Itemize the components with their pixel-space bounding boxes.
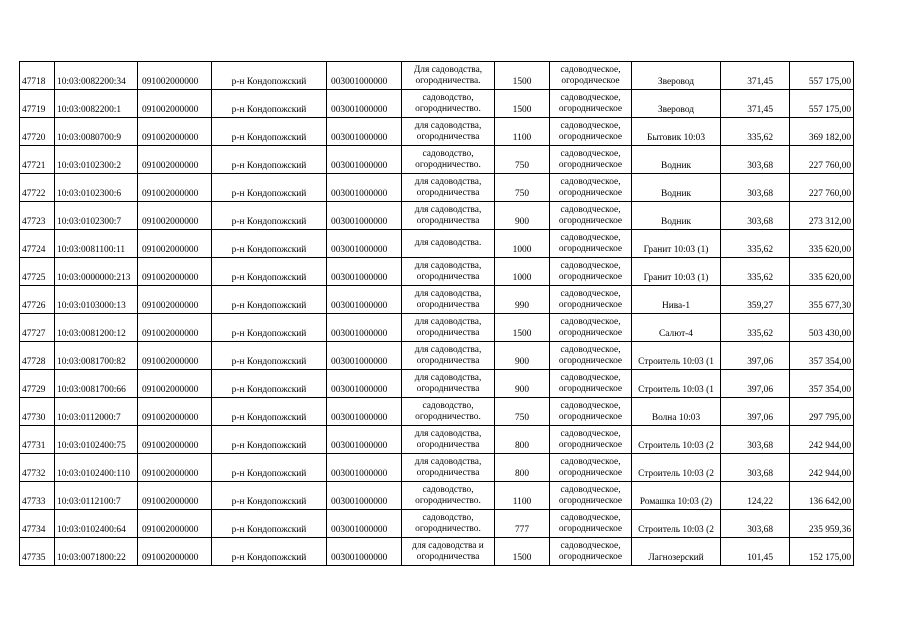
cell-land-category-line-1: садоводческое, [560,260,621,271]
cell-land-category-line-2: огородническое [558,495,623,506]
cell-row-number: 47729 [20,370,55,398]
cell-area: 1100 [495,118,550,146]
cell-partnership-name: Зверовод [632,62,721,90]
cell-row-number: 47721 [20,146,55,174]
cell-specific-value: 359,27 [721,286,790,314]
cell-partnership-name: Водник [632,202,721,230]
cell-land-category [550,146,632,174]
cell-cadastral-value: 335 620,00 [790,258,854,286]
cell-partnership-name: Строитель 10:03 (1 [632,342,721,370]
cell-permitted-use [402,538,495,566]
table-row [20,398,854,426]
cell-permitted-use-line-1: для садоводства, [414,260,482,271]
cell-cadastral-number: 10:03:0081700:82 [55,342,138,370]
cell-permitted-use-line-1: для садоводства, [414,428,482,439]
cell-oktmo-code: 003001000000 [327,510,402,538]
cell-cadastral-number: 10:03:0102400:64 [55,510,138,538]
cell-okato-code: 091002000000 [138,202,212,230]
cell-land-category-line-1: садоводческое, [560,288,621,299]
cell-district: р-н Кондопожский [212,62,327,90]
cell-land-category-line-2: огородническое [558,551,623,562]
cell-permitted-use-line-2: огородничества [416,327,480,338]
cell-permitted-use-line-2: огородничества [416,131,480,142]
cell-land-category-line-2: огородническое [558,159,623,170]
cell-permitted-use-line-2: огородничество. [415,159,481,170]
cell-okato-code: 091002000000 [138,258,212,286]
cell-permitted-use-line-2: огородничества [416,271,480,282]
cell-okato-code: 091002000000 [138,174,212,202]
cell-partnership-name: Нива-1 [632,286,721,314]
cell-permitted-use-line-2: огородничества [416,355,480,366]
cell-okato-code: 091002000000 [138,230,212,258]
cell-okato-code: 091002000000 [138,286,212,314]
cell-land-category-line-2: огородническое [558,327,623,338]
cell-land-category [550,286,632,314]
table-row [20,454,854,482]
cell-district: р-н Кондопожский [212,538,327,566]
cell-cadastral-number: 10:03:0081100:11 [55,230,138,258]
cell-cadastral-number: 10:03:0112000:7 [55,398,138,426]
cell-specific-value: 371,45 [721,90,790,118]
cell-district: р-н Кондопожский [212,146,327,174]
cell-specific-value: 335,62 [721,314,790,342]
cell-specific-value: 371,45 [721,62,790,90]
cell-partnership-name: Строитель 10:03 (2 [632,454,721,482]
cell-land-category-line-1: садоводческое, [560,344,621,355]
cell-land-category-line-1: садоводческое, [560,400,621,411]
table-row [20,426,854,454]
cell-area: 750 [495,146,550,174]
cell-partnership-name: Водник [632,174,721,202]
cell-area: 1100 [495,482,550,510]
cell-cadastral-value: 357 354,00 [790,370,854,398]
cell-row-number: 47730 [20,398,55,426]
cell-partnership-name: Лагнозерский [632,538,721,566]
cell-permitted-use-line-2: огородничества [416,439,480,450]
cell-area: 900 [495,202,550,230]
cell-specific-value: 335,62 [721,118,790,146]
cell-land-category [550,118,632,146]
cell-land-category-line-2: огородническое [558,243,623,254]
table-row [20,146,854,174]
cell-area: 1000 [495,230,550,258]
cell-permitted-use [402,118,495,146]
cell-land-category [550,538,632,566]
cell-permitted-use-line-1: для садоводства, [414,120,482,131]
cell-oktmo-code: 003001000000 [327,342,402,370]
cell-okato-code: 091002000000 [138,314,212,342]
cell-land-category-line-1: садоводческое, [560,372,621,383]
table-row [20,538,854,566]
cell-row-number: 47732 [20,454,55,482]
cell-permitted-use-line-2: огородничества. [415,75,481,86]
cell-permitted-use-line-2: огородничества [416,383,480,394]
cell-okato-code: 091002000000 [138,454,212,482]
cell-permitted-use-line-1: садоводство, [422,148,474,159]
cell-specific-value: 124,22 [721,482,790,510]
cell-cadastral-value: 235 959,36 [790,510,854,538]
cell-oktmo-code: 003001000000 [327,538,402,566]
cell-cadastral-number: 10:03:0080700:9 [55,118,138,146]
cell-permitted-use [402,314,495,342]
cell-district: р-н Кондопожский [212,482,327,510]
cell-cadastral-value: 335 620,00 [790,230,854,258]
cell-land-category-line-1: садоводческое, [560,428,621,439]
cell-area: 1500 [495,314,550,342]
cell-oktmo-code: 003001000000 [327,482,402,510]
cell-permitted-use [402,202,495,230]
cell-permitted-use-line-1: для садоводства, [414,344,482,355]
cell-cadastral-number: 10:03:0102400:110 [55,454,138,482]
cell-oktmo-code: 003001000000 [327,202,402,230]
cell-cadastral-value: 357 354,00 [790,342,854,370]
cell-permitted-use [402,146,495,174]
cell-okato-code: 091002000000 [138,146,212,174]
cell-oktmo-code: 003001000000 [327,314,402,342]
cell-row-number: 47727 [20,314,55,342]
cell-land-category-line-2: огородническое [558,187,623,198]
cell-row-number: 47719 [20,90,55,118]
cell-district: р-н Кондопожский [212,230,327,258]
cell-area: 900 [495,370,550,398]
cell-district: р-н Кондопожский [212,370,327,398]
cell-oktmo-code: 003001000000 [327,398,402,426]
cell-land-category-line-1: садоводческое, [560,64,621,75]
cell-district: р-н Кондопожский [212,90,327,118]
cell-permitted-use-line-1: для садоводства и [412,540,484,551]
table-row [20,230,854,258]
cell-land-category [550,230,632,258]
cell-cadastral-number: 10:03:0000000:213 [55,258,138,286]
cell-permitted-use [402,482,495,510]
cell-land-category [550,370,632,398]
cell-land-category-line-1: садоводческое, [560,92,621,103]
land-plots-table [19,61,854,566]
cell-oktmo-code: 003001000000 [327,426,402,454]
table-row [20,174,854,202]
table-row [20,370,854,398]
cell-permitted-use-line-1: для садоводства, [414,288,482,299]
cell-row-number: 47734 [20,510,55,538]
cell-specific-value: 303,68 [721,146,790,174]
cell-land-category-line-1: садоводческое, [560,120,621,131]
cell-specific-value: 397,06 [721,370,790,398]
cell-partnership-name: Строитель 10:03 (2 [632,426,721,454]
cell-land-category [550,202,632,230]
cell-cadastral-value: 503 430,00 [790,314,854,342]
cell-land-category-line-2: огородническое [558,271,623,282]
cell-row-number: 47722 [20,174,55,202]
cell-oktmo-code: 003001000000 [327,90,402,118]
cell-land-category-line-2: огородническое [558,383,623,394]
cell-okato-code: 091002000000 [138,90,212,118]
cell-cadastral-number: 10:03:0103000:13 [55,286,138,314]
cell-permitted-use [402,454,495,482]
cell-permitted-use-line-1: Для садоводства, [413,64,483,75]
cell-specific-value: 335,62 [721,258,790,286]
cell-cadastral-value: 355 677,30 [790,286,854,314]
cell-oktmo-code: 003001000000 [327,62,402,90]
cell-permitted-use [402,230,495,258]
cell-row-number: 47735 [20,538,55,566]
cell-specific-value: 397,06 [721,342,790,370]
cell-district: р-н Кондопожский [212,314,327,342]
cell-land-category [550,482,632,510]
cell-okato-code: 091002000000 [138,62,212,90]
cell-permitted-use [402,342,495,370]
cell-district: р-н Кондопожский [212,202,327,230]
cell-area: 750 [495,174,550,202]
table-row [20,118,854,146]
cell-cadastral-value: 242 944,00 [790,454,854,482]
table-row [20,90,854,118]
cell-district: р-н Кондопожский [212,510,327,538]
cell-permitted-use-line-2: огородничества [416,215,480,226]
cell-cadastral-number: 10:03:0081200:12 [55,314,138,342]
cell-land-category [550,258,632,286]
cell-district: р-н Кондопожский [212,426,327,454]
cell-permitted-use-line-1: садоводство, [422,92,474,103]
cell-land-category [550,398,632,426]
cell-land-category-line-2: огородническое [558,299,623,310]
cell-row-number: 47724 [20,230,55,258]
cell-area: 990 [495,286,550,314]
cell-specific-value: 303,68 [721,174,790,202]
cell-okato-code: 091002000000 [138,118,212,146]
cell-cadastral-value: 152 175,00 [790,538,854,566]
cell-land-category [550,62,632,90]
cell-land-category-line-1: садоводческое, [560,148,621,159]
cell-permitted-use [402,426,495,454]
cell-partnership-name: Бытовик 10:03 [632,118,721,146]
table-row [20,202,854,230]
cell-row-number: 47725 [20,258,55,286]
cell-okato-code: 091002000000 [138,538,212,566]
cell-permitted-use [402,370,495,398]
cell-land-category [550,510,632,538]
cell-area: 777 [495,510,550,538]
cell-district: р-н Кондопожский [212,454,327,482]
cell-land-category [550,90,632,118]
cell-area: 1000 [495,258,550,286]
cell-cadastral-number: 10:03:0102300:7 [55,202,138,230]
cell-row-number: 47718 [20,62,55,90]
cell-specific-value: 101,45 [721,538,790,566]
cell-land-category-line-2: огородническое [558,523,623,534]
cell-permitted-use-line-2: огородничества [416,187,480,198]
cell-permitted-use-line-2: огородничество. [415,495,481,506]
cell-okato-code: 091002000000 [138,370,212,398]
cell-cadastral-number: 10:03:0082200:1 [55,90,138,118]
cell-land-category-line-1: садоводческое, [560,176,621,187]
cell-permitted-use-line-1: садоводство, [422,484,474,495]
cell-oktmo-code: 003001000000 [327,286,402,314]
cell-area: 800 [495,426,550,454]
cell-area: 1500 [495,538,550,566]
cell-permitted-use-line-2: огородничество. [415,411,481,422]
cell-area: 750 [495,398,550,426]
cell-row-number: 47731 [20,426,55,454]
cell-permitted-use-line-1: садоводство, [422,400,474,411]
cell-partnership-name: Салют-4 [632,314,721,342]
cell-cadastral-value: 297 795,00 [790,398,854,426]
table-row [20,258,854,286]
cell-district: р-н Кондопожский [212,398,327,426]
cell-partnership-name: Волна 10:03 [632,398,721,426]
cell-area: 900 [495,342,550,370]
cell-permitted-use [402,62,495,90]
cell-specific-value: 303,68 [721,202,790,230]
cell-permitted-use-line-2: огородничество. [415,103,481,114]
table-row [20,314,854,342]
cell-cadastral-value: 557 175,00 [790,62,854,90]
cell-land-category-line-1: садоводческое, [560,232,621,243]
cell-land-category-line-2: огородническое [558,131,623,142]
cell-permitted-use-line-1: для садоводства, [414,204,482,215]
cell-specific-value: 303,68 [721,426,790,454]
cell-district: р-н Кондопожский [212,118,327,146]
cell-district: р-н Кондопожский [212,286,327,314]
cell-cadastral-number: 10:03:0082200:34 [55,62,138,90]
cell-cadastral-value: 227 760,00 [790,146,854,174]
cell-row-number: 47723 [20,202,55,230]
cell-cadastral-number: 10:03:0102300:6 [55,174,138,202]
cell-land-category [550,174,632,202]
cell-cadastral-value: 136 642,00 [790,482,854,510]
table-row [20,510,854,538]
cell-specific-value: 397,06 [721,398,790,426]
cell-permitted-use-line-1: для садоводства, [414,456,482,467]
cell-partnership-name: Гранит 10:03 (1) [632,230,721,258]
cell-partnership-name: Строитель 10:03 (1 [632,370,721,398]
cell-okato-code: 091002000000 [138,510,212,538]
cell-permitted-use [402,258,495,286]
cell-land-category [550,426,632,454]
cell-specific-value: 303,68 [721,454,790,482]
cell-oktmo-code: 003001000000 [327,146,402,174]
cell-district: р-н Кондопожский [212,258,327,286]
cell-partnership-name: Ромашка 10:03 (2) [632,482,721,510]
cell-land-category-line-2: огородническое [558,215,623,226]
cell-land-category [550,454,632,482]
table-body [20,62,854,566]
cell-area: 800 [495,454,550,482]
cell-cadastral-value: 273 312,00 [790,202,854,230]
cell-cadastral-number: 10:03:0071800:22 [55,538,138,566]
cell-okato-code: 091002000000 [138,482,212,510]
cell-permitted-use-line-2: огородничество. [415,523,481,534]
table-row [20,62,854,90]
cell-row-number: 47733 [20,482,55,510]
cell-land-category-line-2: огородническое [558,439,623,450]
cell-partnership-name: Зверовод [632,90,721,118]
cell-partnership-name: Водник [632,146,721,174]
cell-land-category-line-1: садоводческое, [560,456,621,467]
cell-cadastral-number: 10:03:0081700:66 [55,370,138,398]
cell-permitted-use-line-1: для садоводства, [414,372,482,383]
cell-specific-value: 303,68 [721,510,790,538]
cell-permitted-use-line-1: для садоводства, [414,316,482,327]
cell-district: р-н Кондопожский [212,174,327,202]
cell-land-category-line-2: огородническое [558,103,623,114]
cell-district: р-н Кондопожский [212,342,327,370]
cell-cadastral-value: 242 944,00 [790,426,854,454]
cell-land-category [550,314,632,342]
cell-cadastral-number: 10:03:0112100:7 [55,482,138,510]
cell-land-category-line-1: садоводческое, [560,512,621,523]
cell-cadastral-value: 369 182,00 [790,118,854,146]
cell-land-category-line-1: садоводческое, [560,540,621,551]
cell-land-category-line-1: садоводческое, [560,316,621,327]
cell-cadastral-number: 10:03:0102300:2 [55,146,138,174]
cell-oktmo-code: 003001000000 [327,258,402,286]
table-row [20,482,854,510]
cell-permitted-use-line-2: огородничества [416,551,480,562]
cell-cadastral-value: 227 760,00 [790,174,854,202]
cell-area: 1500 [495,62,550,90]
cell-permitted-use [402,174,495,202]
table-row [20,342,854,370]
cell-land-category-line-2: огородническое [558,467,623,478]
cell-permitted-use [402,286,495,314]
cell-row-number: 47720 [20,118,55,146]
cell-partnership-name: Гранит 10:03 (1) [632,258,721,286]
cell-specific-value: 335,62 [721,230,790,258]
cell-permitted-use-line-2: для садоводства. [414,238,482,248]
cell-okato-code: 091002000000 [138,398,212,426]
cell-land-category-line-2: огородническое [558,411,623,422]
cell-permitted-use [402,510,495,538]
cell-oktmo-code: 003001000000 [327,118,402,146]
cell-permitted-use [402,90,495,118]
cell-oktmo-code: 003001000000 [327,230,402,258]
cell-row-number: 47726 [20,286,55,314]
cell-permitted-use-line-1: садоводство, [422,512,474,523]
cell-land-category-line-2: огороднческое [561,75,620,86]
cell-permitted-use-line-2: огородничества [416,467,480,478]
cell-permitted-use [402,398,495,426]
table-row [20,286,854,314]
cell-okato-code: 091002000000 [138,342,212,370]
cell-land-category-line-1: садоводческое, [560,204,621,215]
cell-permitted-use-line-2: огородничества [416,299,480,310]
cell-land-category [550,342,632,370]
cell-partnership-name: Строитель 10:03 (2 [632,510,721,538]
cell-oktmo-code: 003001000000 [327,454,402,482]
cell-oktmo-code: 003001000000 [327,174,402,202]
cell-okato-code: 091002000000 [138,426,212,454]
cell-cadastral-value: 557 175,00 [790,90,854,118]
cell-land-category-line-1: садоводческое, [560,484,621,495]
cell-area: 1500 [495,90,550,118]
cell-oktmo-code: 003001000000 [327,370,402,398]
cell-permitted-use-line-1: для садоводства, [414,176,482,187]
cell-row-number: 47728 [20,342,55,370]
cell-land-category-line-2: огородническое [558,355,623,366]
cell-cadastral-number: 10:03:0102400:75 [55,426,138,454]
